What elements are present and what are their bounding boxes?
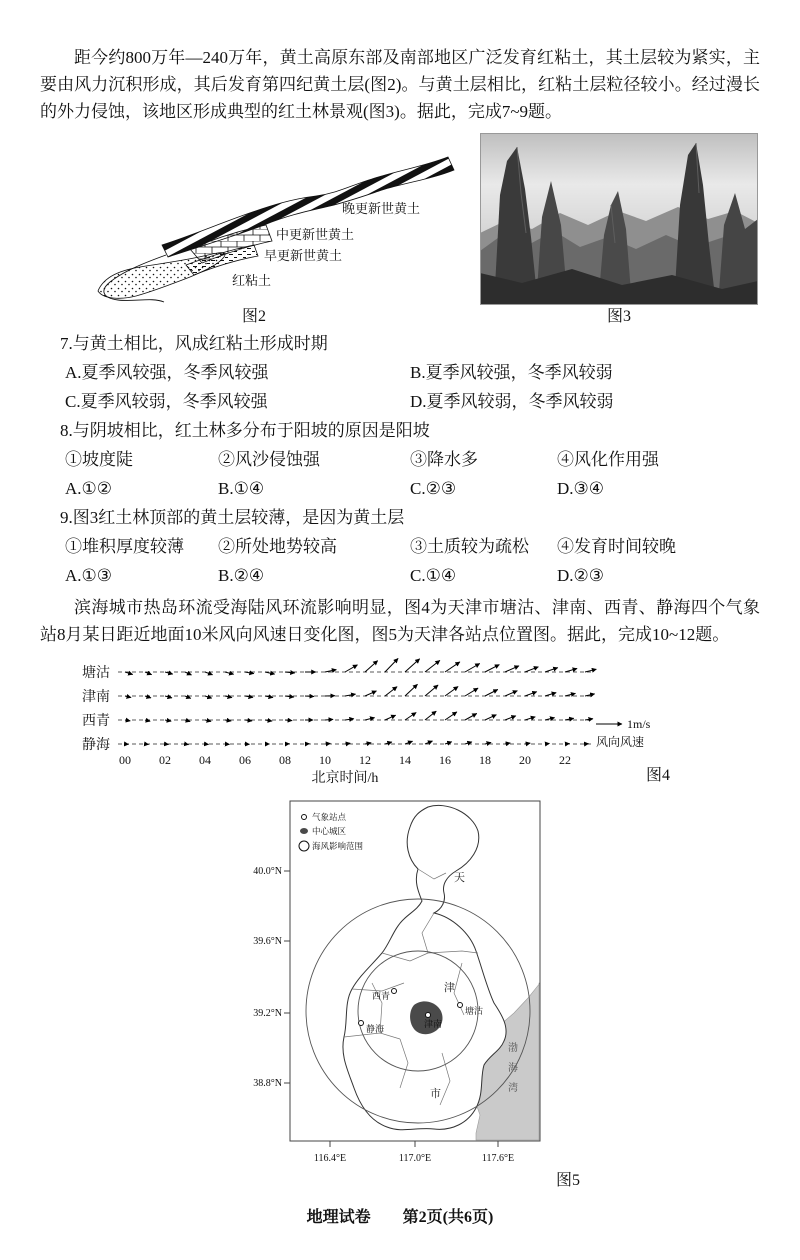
station-label-tanggu: 塘沽	[465, 1006, 484, 1016]
figure-2-block	[40, 133, 468, 329]
wind-vector-arrow	[405, 659, 420, 672]
wind-vector-arrow	[305, 696, 314, 697]
q9-option-a: A.①③	[65, 566, 113, 585]
wind-vector-arrow	[545, 693, 556, 696]
wind-vector-arrow	[145, 744, 149, 745]
fig4-time-tick: 20	[519, 753, 531, 767]
wind-vector-arrow	[405, 684, 418, 696]
fig4-time-tick: 16	[439, 753, 451, 767]
legend-label: 风向风速	[596, 735, 645, 749]
wind-vector-arrow	[445, 687, 458, 697]
fig4-time-tick: 22	[559, 753, 571, 767]
q8-item-2: ②风沙侵蚀强	[218, 450, 320, 469]
q8-option-d: D.③④	[557, 479, 605, 498]
wind-vector-arrow	[465, 714, 477, 721]
wind-vector-arrow	[125, 720, 130, 721]
fig4-x-axis-label: 北京时间/h	[311, 771, 379, 786]
fig4-time-tick: 10	[319, 753, 331, 767]
wind-vector-arrow	[385, 658, 398, 672]
figure-4-caption: 图4	[646, 767, 671, 784]
q8-option-c: C.②③	[410, 479, 457, 498]
q9-option-b: B.②④	[218, 566, 265, 585]
wind-vector-arrow	[505, 691, 517, 696]
q8-option-a: A.①②	[65, 479, 113, 498]
wind-vector-arrow	[485, 690, 498, 697]
wind-vector-arrow	[505, 666, 519, 672]
wind-vector-arrow	[445, 712, 457, 720]
q7-option-d: D.夏季风较弱，冬季风较弱	[410, 392, 614, 411]
figure-row	[40, 133, 760, 329]
station-label-jinnan: 津南	[424, 1019, 443, 1029]
figure-2-caption: 图2	[241, 308, 266, 325]
wind-vector-arrow	[405, 713, 416, 721]
wind-vector-arrow	[445, 662, 460, 672]
question-8-items	[40, 445, 760, 474]
intro-paragraph-1: 距今约800万年—240万年，黄土高原东部及南部地区广泛发育红粘土，其土层较为紧实，主要由风力沉积形成，其后发育第四纪黄土层(图2)。与黄土层相比，红粘土层粒径较小。经过漫长的外力侵蚀，该地区形成典型的红土林景观(图3)。据此，完成7~9题。	[40, 48, 760, 121]
q9-option-d: D.②③	[557, 566, 605, 585]
wind-vector-arrow	[585, 719, 593, 720]
intro-paragraph-2: 滨海城市热岛环流受海陆风环流影响明显，图4为天津市塘沽、津南、西青、静海四个气象站8月某日距近地面10米风向风速日变化图，图5为天津各站点位置图。据此，完成10~12题。	[40, 598, 760, 644]
wind-vector-arrow	[285, 720, 292, 721]
wind-diagram	[40, 654, 760, 786]
wind-vector-arrow	[285, 696, 294, 697]
q8-item-3: ③降水多	[410, 450, 478, 469]
wind-vector-arrow	[185, 672, 192, 675]
lon-tick-3: 117.6°E	[481, 1153, 515, 1164]
fig4-station-label: 塘沽	[82, 666, 110, 681]
q9-item-3: ③土质较为疏松	[410, 537, 529, 556]
city-char-tian: 天	[454, 872, 465, 884]
wind-vector-arrow	[465, 688, 478, 696]
lon-tick-2: 117.0°E	[398, 1153, 432, 1164]
lat-tick-4: 38.8°N	[253, 1078, 282, 1089]
wind-vector-arrow	[425, 685, 438, 696]
city-char-shi: 市	[430, 1088, 441, 1100]
label-middle-pleistocene: 中更新世黄土	[276, 227, 355, 242]
legend-seabreeze-icon	[299, 841, 309, 851]
legend-seabreeze-label: 海风影响范围	[312, 841, 364, 851]
wind-vector-arrow	[325, 743, 330, 744]
bay-char-2: 海	[508, 1063, 518, 1074]
fig4-station-label: 津南	[82, 690, 110, 705]
question-9-items	[40, 532, 760, 561]
question-8-stem: 8.与阴坡相比，红土林多分布于阳坡的原因是阳坡	[60, 421, 430, 440]
wind-vector-arrow	[525, 743, 530, 744]
wind-vector-arrow	[185, 744, 189, 745]
question-9-options	[40, 561, 760, 590]
wind-vector-arrow	[385, 715, 396, 720]
q9-item-1: ①堆积厚度较薄	[65, 537, 184, 556]
q7-option-c: C.夏季风较弱，冬季风较强	[65, 392, 268, 411]
wind-vector-arrow	[145, 672, 152, 675]
legend-urban-icon	[300, 828, 308, 834]
tianjin-boundary	[343, 805, 506, 1129]
wind-vector-arrow	[425, 660, 440, 672]
wind-vector-arrow	[565, 669, 577, 673]
fig4-time-tick: 14	[399, 753, 411, 767]
station-label-jinghai: 静海	[366, 1024, 385, 1034]
wind-vector-arrow	[505, 716, 516, 720]
fig4-time-tick: 04	[199, 753, 211, 767]
q7-option-b: B.夏季风较强，冬季风较弱	[410, 363, 613, 382]
wind-vector-arrow	[365, 691, 377, 696]
wind-vector-arrow	[205, 672, 213, 675]
page-footer: 地理试卷 第2页(共6页)	[306, 1209, 494, 1226]
bay-char-1: 渤	[508, 1043, 518, 1054]
lat-tick-2: 39.6°N	[253, 936, 282, 947]
tianjin-map	[232, 793, 592, 1191]
wind-vector-arrow	[565, 744, 570, 745]
red-earth-forest-photo	[480, 133, 758, 305]
figure-5-caption: 图5	[556, 1172, 581, 1189]
wind-vector-arrow	[325, 719, 333, 720]
wind-vector-arrow	[545, 743, 550, 744]
legend-urban-label: 中心城区	[312, 826, 347, 836]
fig4-station-label: 静海	[82, 738, 110, 753]
figure-3-block	[480, 133, 758, 329]
legend-speed: 1m/s	[627, 717, 651, 731]
label-red-clay: 红粘土	[232, 273, 272, 288]
fig4-time-tick: 18	[479, 753, 491, 767]
fig4-station-label: 西青	[82, 714, 110, 729]
q9-item-2: ②所处地势较高	[218, 537, 337, 556]
wind-vector-arrow	[405, 741, 413, 744]
lat-tick-1: 40.0°N	[253, 866, 282, 877]
q8-item-4: ④风化作用强	[557, 450, 659, 469]
q9-item-4: ④发育时间较晚	[557, 537, 676, 556]
legend-station-icon	[302, 815, 307, 820]
latitude-axis	[253, 866, 290, 1089]
legend-station-label: 气象站点	[312, 812, 347, 822]
station-marker-xiqing	[392, 989, 397, 994]
wind-vector-arrow	[545, 668, 558, 672]
q8-option-b: B.①④	[218, 479, 265, 498]
wind-vector-arrow	[485, 715, 496, 720]
station-marker-tanggu	[458, 1003, 463, 1008]
wind-vector-arrow	[525, 692, 537, 696]
longitude-axis	[314, 1141, 514, 1164]
q9-option-c: C.①④	[410, 566, 457, 585]
wind-vector-arrow	[525, 717, 535, 720]
fig4-time-tick: 00	[119, 753, 131, 767]
lon-tick-1: 116.4°E	[313, 1153, 347, 1164]
q8-item-1: ①坡度陡	[65, 450, 133, 469]
figure-3-caption: 图3	[606, 308, 631, 325]
fig4-time-tick: 06	[239, 753, 251, 767]
bay-char-3: 湾	[508, 1083, 518, 1094]
wind-vector-arrow	[505, 743, 510, 744]
fig4-time-tick: 08	[279, 753, 291, 767]
figure-4-block	[40, 654, 760, 791]
wind-vector-arrow	[525, 667, 538, 672]
question-7-stem: 7.与黄土相比，风成红粘土形成时期	[60, 334, 328, 353]
wind-vector-arrow	[265, 696, 273, 698]
red-clay-area	[98, 253, 225, 302]
station-marker-jinghai	[359, 1021, 364, 1026]
label-early-pleistocene: 早更新世黄土	[264, 248, 343, 263]
city-char-jin: 津	[444, 982, 455, 994]
wind-vector-arrow	[425, 711, 436, 720]
lat-tick-3: 39.2°N	[253, 1008, 282, 1019]
wind-vector-arrow	[385, 687, 397, 696]
wind-vector-arrow	[345, 665, 358, 672]
fig4-time-tick: 02	[159, 753, 171, 767]
wind-vector-arrow	[585, 669, 596, 672]
question-8-options	[40, 474, 760, 503]
wind-vector-arrow	[485, 665, 499, 672]
station-marker-jinnan	[426, 1013, 431, 1018]
station-label-xiqing: 西青	[372, 991, 391, 1001]
wind-vector-arrow	[265, 720, 272, 721]
loess-section-diagram	[40, 133, 468, 305]
question-7-options	[40, 358, 760, 416]
map-legend	[299, 812, 363, 851]
q7-option-a: A.夏季风较强，冬季风较强	[65, 363, 269, 382]
wind-vector-arrow	[465, 664, 480, 673]
question-9-stem: 9.图3红土林顶部的黄土层较薄，是因为黄土层	[60, 508, 405, 527]
wind-vector-arrow	[425, 741, 433, 744]
label-late-pleistocene: 晚更新世黄土	[342, 201, 421, 216]
fig4-time-tick: 12	[359, 753, 371, 767]
wind-vector-arrow	[365, 661, 378, 672]
wind-vector-arrow	[385, 742, 392, 744]
figure-5-block	[232, 793, 760, 1196]
